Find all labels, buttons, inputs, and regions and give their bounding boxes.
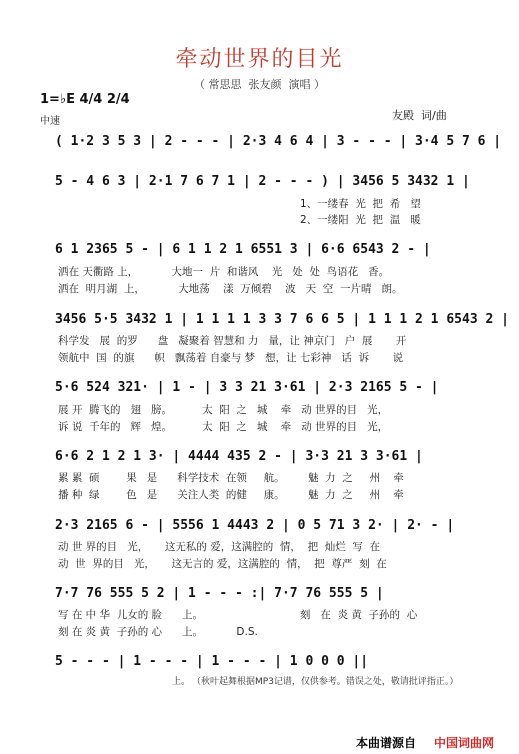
lyric-line-3b: 洒在 明月湖 上， 大地荡 漾 万倾碧 波 天 空 一片晴 朗。 <box>58 283 403 295</box>
score-notes-line-5: 5·6 524 321· | 1 - | 3 3 21 3·61 | 2·3 2165 5 - | <box>55 380 439 395</box>
singers-line: （ 常思思 张友颜 演唱 ） <box>194 78 325 91</box>
lyric-line-4b: 领航中 国 的旗 帜 飘荡着 自豪与 梦 想，让 七彩神 话 诉 说 <box>58 352 403 364</box>
source-label: 本曲谱源自 <box>356 736 417 750</box>
lyric-line-2a: 1、一缕春 光 把 希 望 <box>300 198 421 210</box>
lyric-line-6b: 播 种 绿 色 是 关注人类 的健 康。 魅 力 之 州 牵 <box>58 489 404 501</box>
author-credit: 友殿 词/曲 <box>392 109 447 122</box>
lyric-line-8b: 刻 在 炎 黄 子孙的 心 上。 D.S. <box>58 626 258 638</box>
lyric-line-3a: 洒在 天衢路 上， 大地一 片 和谐风 光 处 处 鸟语花 香。 <box>58 266 390 278</box>
lyric-line-5a: 展 开 腾飞的 翅 膀。 太 阳 之 城 牵 动 世界的目 光， <box>58 404 389 416</box>
lyric-line-2b: 2、一缕阳 光 把 温 暖 <box>300 214 421 226</box>
score-notes-line-6: 6·6 2 1 2 1 3· | 4444 435 2 - | 3·3 21 3 3·61 | <box>55 449 423 464</box>
lyric-line-7b: 动 世 界的目 光， 这无言的 爱，这满腔的 情， 把 尊严 刻 在 <box>58 558 387 570</box>
score-notes-line-4: 3456 5·5 3432 1 | 1 1 1 1 3 3 7 6 6 5 | 1 1 1 2 1 6543 2 | <box>55 312 509 327</box>
transcription-note: （秋叶起舞根据MP3记谱，仅供参考。错误之处，敬请批评指正。） <box>192 677 459 687</box>
score-notes-line-2: 5 - 4 6 3 | 2·1 7 6 7 1 | 2 - - - ) | 3456 5 3432 1 | <box>55 174 470 189</box>
key-signature: 1=♭E 4/4 2/4 <box>40 92 130 107</box>
source-site-link[interactable]: 中国词曲网 <box>434 736 495 750</box>
lyric-line-6a: 累 累 硕 果 是 科学技术 在领 航。 魅 力 之 州 牵 <box>58 472 404 484</box>
score-notes-line-7: 2·3 2165 6 - | 5556 1 4443 2 | 0 5 71 3 2· | 2· - | <box>55 518 455 533</box>
lyric-line-7a: 动 世 界的目 光， 这无私的 爱，这满腔的 情， 把 灿烂 写 在 <box>58 541 381 553</box>
score-notes-line-8: 7·7 76 555 5 2 | 1 - - - :| 7·7 76 555 5 | <box>55 586 384 601</box>
score-notes-line-1: ( 1·2 3 5 3 | 2 - - - | 2·3 4 6 4 | 3 - - - | 3·4 5 7 6 | <box>55 134 502 149</box>
song-title: 牵动世界的目光 <box>175 47 344 72</box>
end-syllable: 上。 <box>172 677 191 687</box>
tempo-marking: 中速 <box>40 116 60 127</box>
lyric-line-8a: 写 在 中 华 儿女的 脸 上。 刻 在 炎 黄 子孙的 心 <box>58 609 418 621</box>
score-notes-line-3: 6 1 2365 5 - | 6 1 1 2 1 6551 3 | 6·6 6543 2 - | <box>55 242 431 257</box>
lyric-line-4a: 科学发 展 的罗 盘 凝聚着 智慧和 力 量，让 神京门 户 展 开 <box>58 335 407 347</box>
score-notes-line-9: 5 - - - | 1 - - - | 1 - - - | 1 0 0 0 || <box>55 654 369 669</box>
lyric-line-5b: 诉 说 千年的 辉 煌。 太 阳 之 城 牵 动 世界的目 光， <box>58 421 389 433</box>
